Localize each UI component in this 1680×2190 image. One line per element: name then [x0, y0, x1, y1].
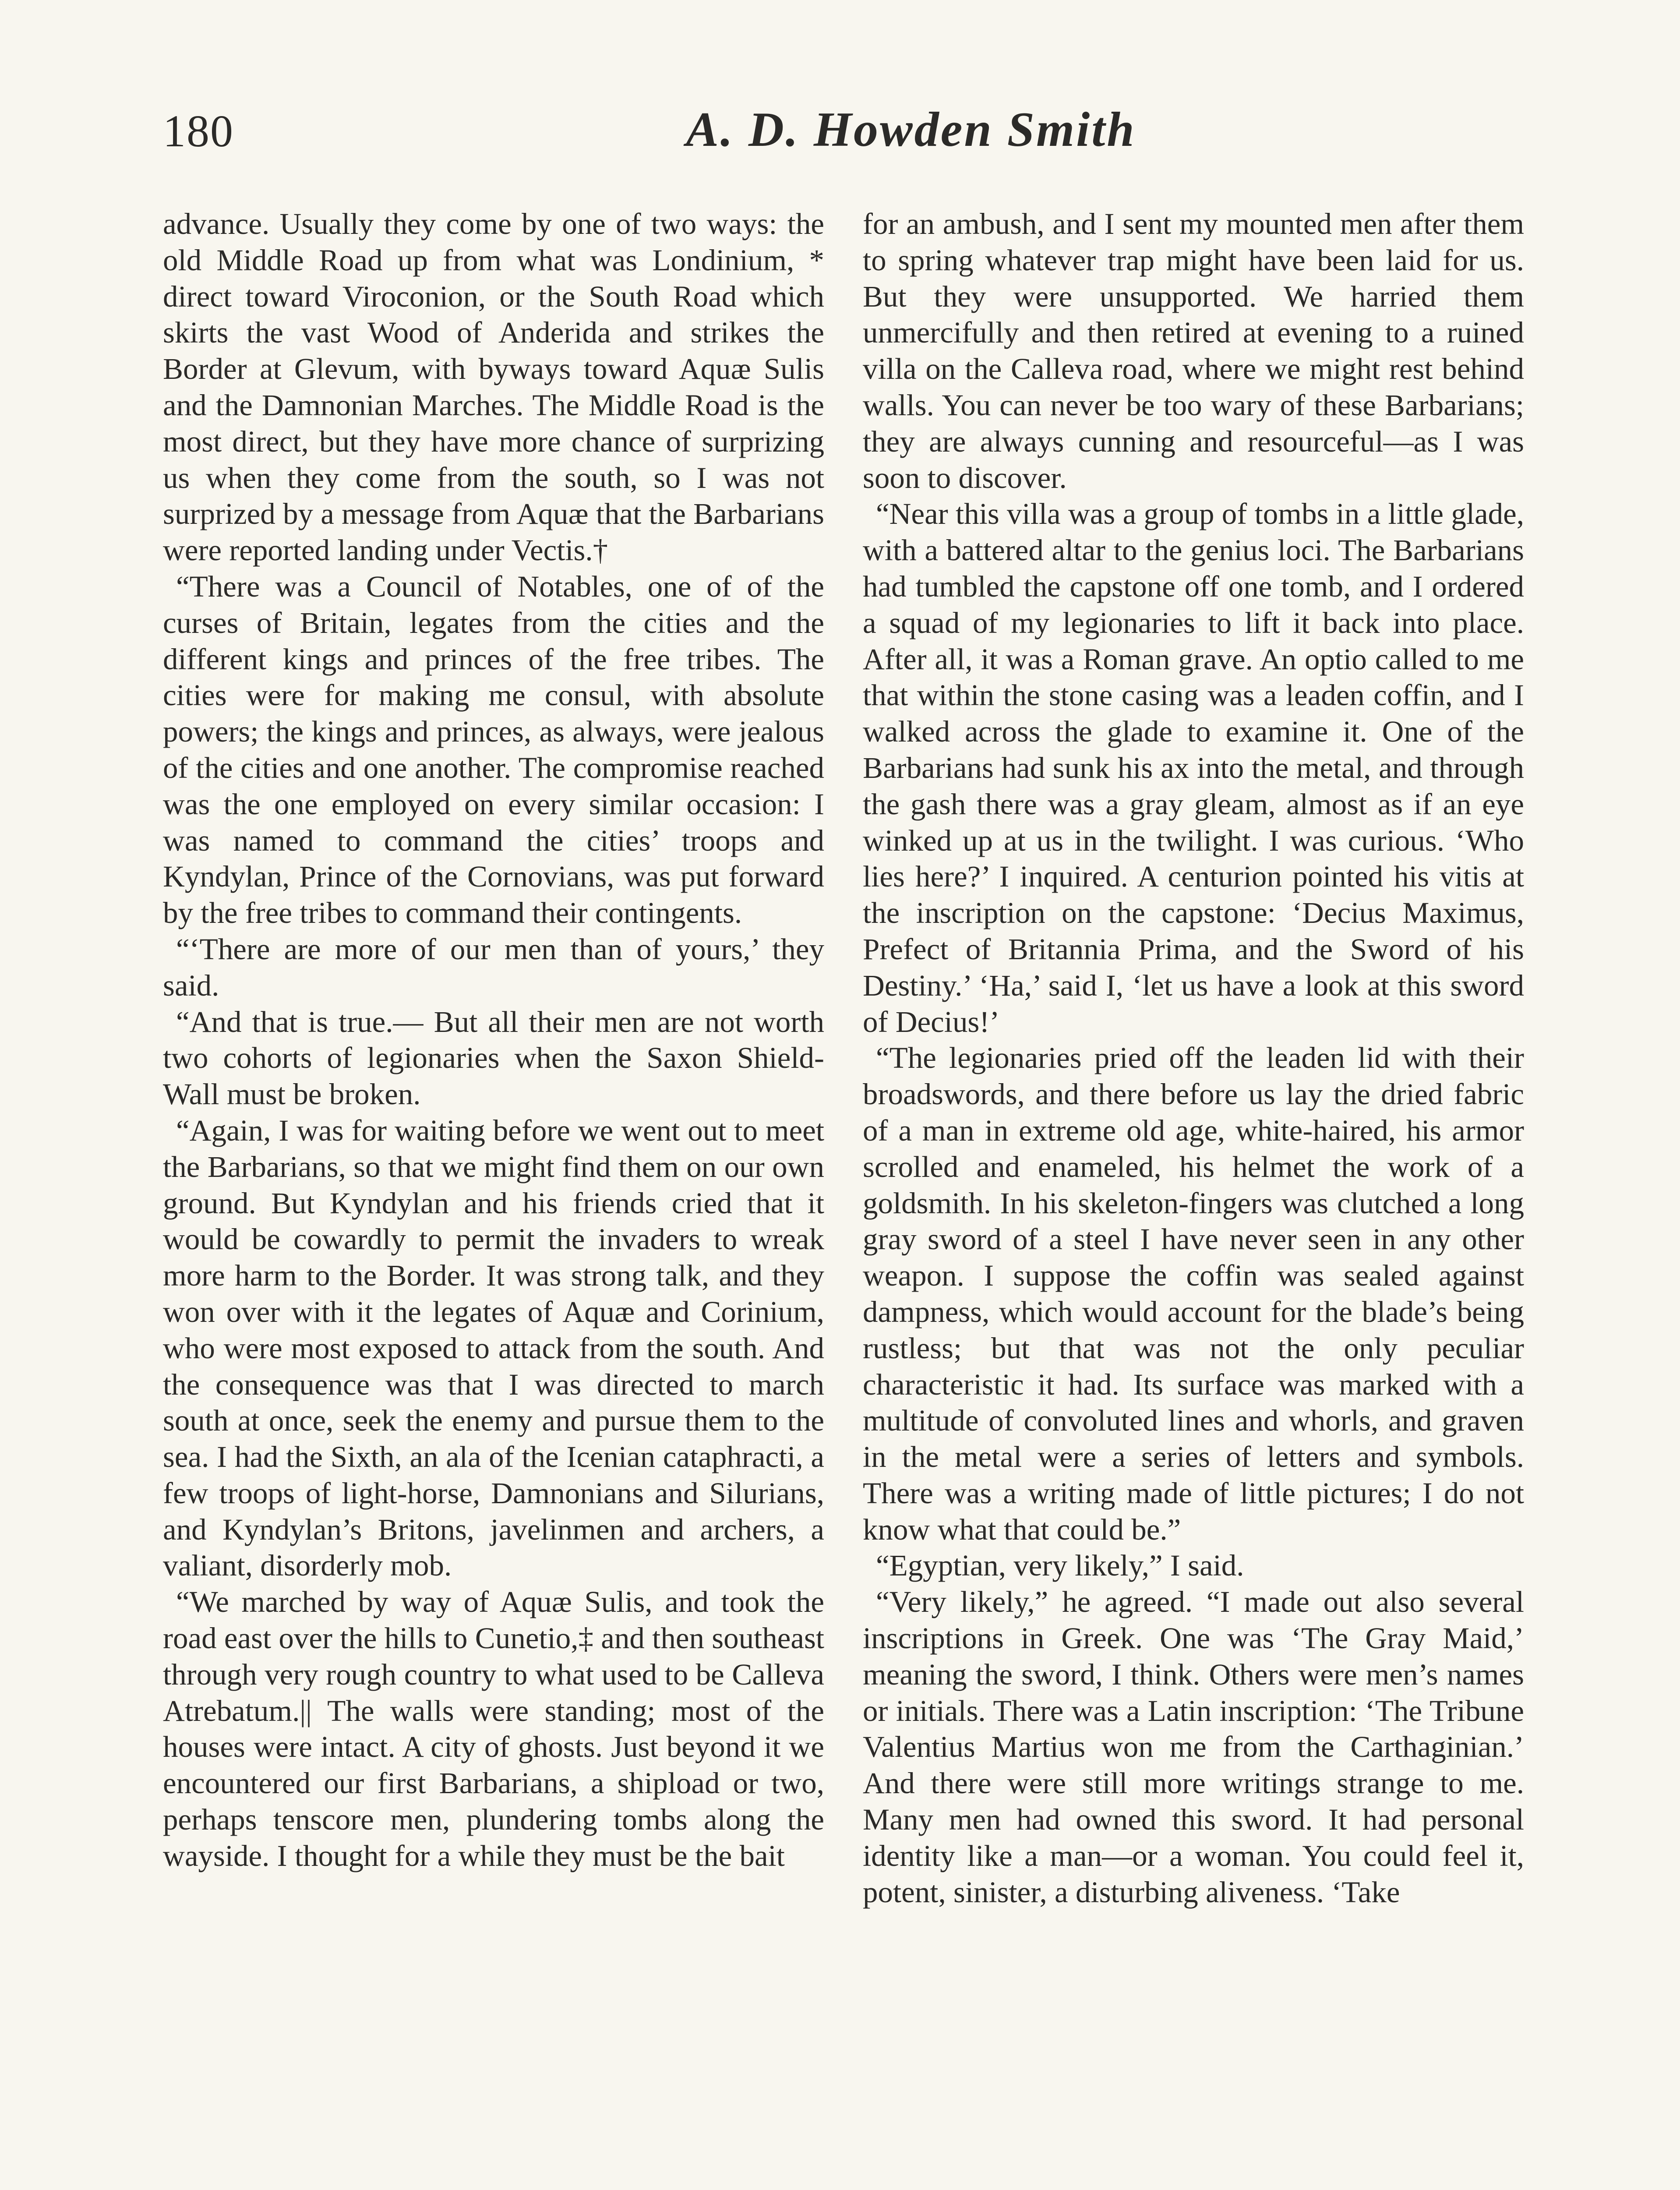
paragraph: “Egyptian, very likely,” I said. — [876, 1549, 1244, 1582]
paragraph: “‘There are more of our men than of yours,’ they said. — [163, 932, 824, 1002]
paragraph: “Very likely,” he agreed. “I made out also several inscriptions in Greek. One was ‘The Gray Maid,’ meaning the sword, I think. Others were men’s names or initials. There was a Latin inscription: ‘The Tribune Valentius Martius won me from the Carthaginian.’ And there were still more writings strange to me. Many men had owned this sword. It had personal identity like a man—or a woman. You could feel it, potent, sinister, a disturbing aliveness. ‘Take — [863, 1585, 1524, 1909]
running-head: A. D. Howden Smith — [686, 102, 1136, 157]
paragraph: “Again, I was for waiting before we went out to meet the Barbarians, so that we might find them on our own ground. But Kyndylan and his friends cried that it would be cowardly to permit the invaders to wreak more harm to the Border. It was strong talk, and they won over with it the legates of Aquæ and Corinium, who were most exposed to attack from the south. And the consequence was that I was directed to march south at once, seek the enemy and pursue them to the sea. I had the Sixth, an ala of the Icenian cataphracti, a few troops of light-horse, Damnonians and Silurians, and Kyndylan’s Britons, javelinmen and archers, a valiant, disorderly mob. — [163, 1113, 824, 1582]
paragraph: “Near this villa was a group of tombs in a little glade, with a battered altar to the genius loci. The Barbarians had tumbled the capstone off one tomb, and I ordered a squad of my legionaries to lift it back into place. After all, it was a Roman grave. An optio called to me that within the stone casing was a leaden coffin, and I walked across the glade to examine it. One of the Barbarians had sunk his ax into the metal, and through the gash there was a gray gleam, almost as if an eye winked up at us in the twilight. I was curious. ‘Who lies here?’ I inquired. A centurion pointed his vitis at the inscription on the capstone: ‘Decius Maximus, Prefect of Britannia Prima, and the Sword of his Destiny.’ ‘Ha,’ said I, ‘let us have a look at this sword of Decius!’ — [863, 497, 1524, 1038]
page-number: 180 — [163, 106, 234, 156]
paragraph: “There was a Council of Notables, one of of the curses of Britain, legates from the cities and the different kings and princes of the free tribes. The cities were for making me consul, with absolute powers; the kings and princes, as always, were jealous of the cities and one another. The compromise reached was the one employed on every similar occasion: I was named to command the cities’ troops and Kyndylan, Prince of the Cornovians, was put forward by the free tribes to command their contingents. — [163, 569, 824, 930]
paragraph: “The legionaries pried off the leaden lid with their broadswords, and there before us lay the dried fabric of a man in extreme old age, white-haired, his armor scrolled and enameled, his helmet the work of a goldsmith. In his skeleton-fingers was clutched a long gray sword of a steel I have never seen in any other weapon. I suppose the coffin was sealed against dampness, which would account for the blade’s being rustless; but that was not the only peculiar characteristic it had. Its surface was marked with a multitude of convoluted lines and whorls, and graven in the metal were a series of letters and symbols. There was a writing made of little pictures; I do not know what that could be.” — [863, 1041, 1524, 1546]
paragraph: “We marched by way of Aquæ Sulis, and took the road east over the hills to Cunetio,‡ and then southeast through very rough country to what used to be Calleva Atrebatum.|| The walls were standing; most of the houses were intact. A city of ghosts. Just beyond it we encountered our first Barbarians, a shipload or two, perhaps tenscore men, plundering tombs along the wayside. I thought for a while they must be the bait — [163, 1585, 825, 1872]
left-column — [163, 206, 824, 1874]
paragraph: “And that is true.— But all their men are not worth two cohorts of legionaries when the Saxon Shield-Wall must be broken. — [163, 1005, 824, 1111]
paragraph: for an ambush, and I sent my mounted men after them to spring whatever trap might have been laid for us. But they were unsupported. We harried them unmercifully and then retired at evening to a ruined villa on the Calleva road, where we might rest behind walls. You can never be too wary of these Barbarians; they are always cunning and resourceful—as I was soon to discover. — [863, 207, 1524, 495]
right-column — [863, 206, 1524, 1910]
paragraph: advance. Usually they come by one of two ways: the old Middle Road up from what was Londinium, * direct toward Viroconion, or the South Road which skirts the vast Wood of Anderida and strikes the Border at Glevum, with byways toward Aquæ Sulis and the Damnonian Marches. The Middle Road is the most direct, but they have more chance of surprizing us when they come from the south, so I was not surprized by a message from Aquæ that the Barbarians were reported landing under Vectis.† — [163, 207, 824, 567]
